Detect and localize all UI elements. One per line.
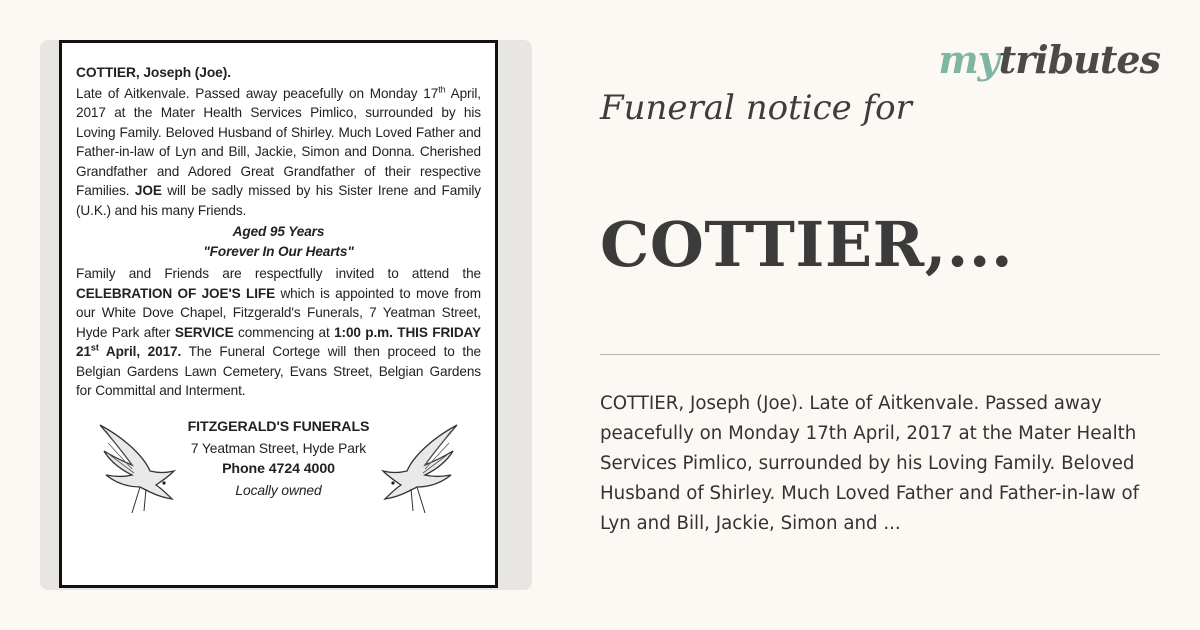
- funeral-home-tagline: Locally owned: [235, 482, 322, 498]
- mytributes-logo[interactable]: [938, 37, 1160, 82]
- notice-bold: 1:00 p.m. THIS FRIDAY 21: [76, 324, 481, 359]
- notice-bold: JOE: [134, 183, 162, 198]
- notice-aged: Aged 95 Years: [232, 224, 325, 239]
- notice-paragraph-2: [76, 264, 481, 401]
- notice-bold: April, 2017.: [98, 344, 182, 359]
- funeral-home-name: FITZGERALD'S FUNERALS: [187, 418, 370, 435]
- notice-text: Family and Friends are respectfully invited to attend the: [76, 266, 481, 281]
- notice-text: will be sadly missed by his Sister Irene and Family (U.K.) and his many Friends.: [76, 183, 481, 218]
- deceased-name: COTTIER,...: [600, 208, 1014, 281]
- funeral-home-address: 7 Yeatman Street, Hyde Park: [190, 440, 367, 456]
- funeral-home-phone: Phone 4724 4000: [222, 460, 335, 477]
- notice-heading: COTTIER, Joseph (Joe).: [76, 65, 231, 80]
- funeral-home-block: [76, 417, 481, 527]
- notice-text: commencing at: [233, 324, 335, 340]
- page-heading: Funeral notice for: [600, 88, 912, 128]
- notice-summary: COTTIER, Joseph (Joe). Late of Aitkenvale. Passed away peacefully on Monday 17th April, 2017 at the Mater Health Services Pimlico, surrounded by his Loving Family. Beloved Husband of Shirley. Much Loved Father and Father-in-law of Lyn and Bill, Jackie, Simon and ...: [600, 393, 1140, 534]
- notice-paragraph-1: [76, 84, 481, 221]
- logo-part-my: my: [938, 37, 999, 82]
- notice-sup: st: [90, 342, 99, 353]
- notice-text: The Funeral Cortege will then proceed to the Belgian Gardens Lawn Cemetery, Evans Street, Belgian Gardens for Committal and Interment.: [76, 344, 481, 398]
- notice-bold: SERVICE: [174, 324, 234, 340]
- logo-part-tributes: tributes: [998, 37, 1160, 82]
- dove-left-icon: [92, 421, 180, 517]
- notice-text: Late of Aitkenvale. Passed away peacefully on Monday 17: [76, 85, 439, 101]
- notice-forever: "Forever In Our Hearts": [203, 243, 354, 259]
- notice-bold: CELEBRATION OF JOE'S LIFE: [76, 285, 276, 301]
- notice-text: April, 2017 at the Mater Health Services Pimlico, surrounded by his Loving Family. Beloved Husband of Shirley. Much Loved Father and Father-in-law of Lyn and Bill, Jackie, Simon and Donna. Cherished Grandfather and Adored Great Grandfather of their respective Families.: [76, 85, 481, 198]
- dove-right-icon: [377, 421, 465, 517]
- notice-sup: th: [438, 83, 446, 94]
- funeral-notice-image: [59, 40, 498, 588]
- notice-text: which is appointed to move from our White Dove Chapel, Fitzgerald's Funerals, 7 Yeatman Street, Hyde Park after: [76, 285, 481, 340]
- divider: [600, 354, 1160, 355]
